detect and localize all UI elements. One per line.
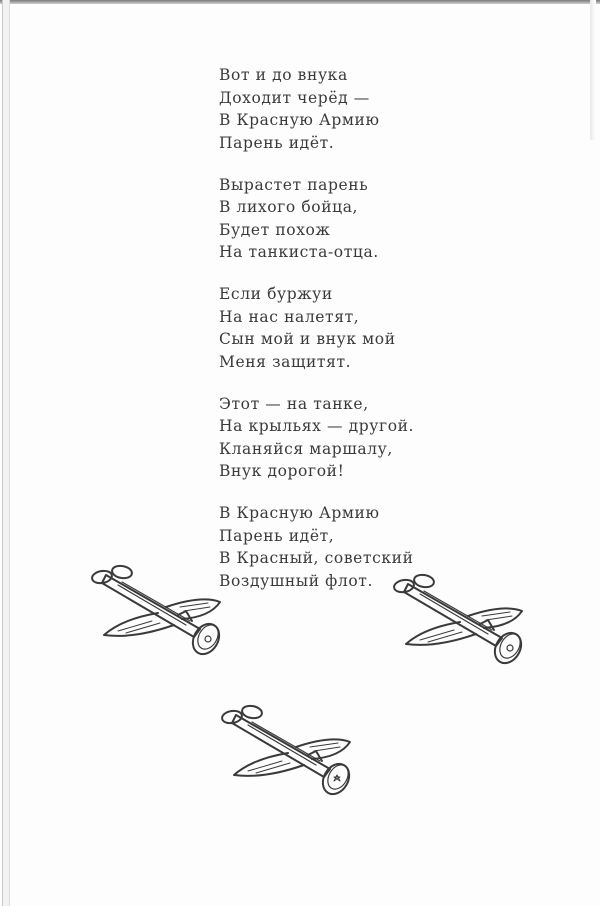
poem-line: Внук дорогой! xyxy=(219,462,345,480)
poem-line: Парень идёт, xyxy=(219,526,335,545)
poem-line: В Красную Армию xyxy=(219,504,380,522)
poem-line: Вот и до внука xyxy=(219,66,348,84)
stanza-2 xyxy=(219,174,414,264)
poem-line: В Красный, советский xyxy=(219,549,414,567)
poem-line: Доходит черёд — xyxy=(219,88,370,107)
airplane-illustration-bottom xyxy=(212,697,362,802)
airplane-icon xyxy=(82,557,232,662)
poem-line: В Красную Армию xyxy=(219,111,380,129)
poem-line: Меня защитят. xyxy=(219,352,352,371)
poem-line: Парень идёт. xyxy=(219,133,335,152)
page-left-edge xyxy=(2,0,10,906)
airplane-illustration-right xyxy=(384,566,534,671)
stanza-1 xyxy=(219,64,414,154)
airplane-illustration-left xyxy=(82,557,232,662)
page-top-edge xyxy=(0,0,600,4)
airplane-icon xyxy=(384,566,534,671)
poem-line: Будет похож xyxy=(219,220,331,239)
poem-line: Этот — на танке, xyxy=(219,394,369,413)
stanza-4 xyxy=(219,393,414,483)
poem-line: Если буржуи xyxy=(219,285,333,303)
poem-line: На крыльях — другой. xyxy=(219,417,415,435)
airplane-icon xyxy=(212,697,362,802)
poem xyxy=(219,64,414,612)
poem-line: На танкиста-отца. xyxy=(219,243,379,261)
poem-line: Сын мой и внук мой xyxy=(219,330,396,348)
poem-line: В лихого бойца, xyxy=(219,198,359,216)
stanza-3 xyxy=(219,283,414,373)
poem-line: Кланяйся маршалу, xyxy=(219,439,393,458)
poem-line: Вырастет парень xyxy=(219,175,369,194)
page-right-edge xyxy=(590,0,596,140)
poem-line: На нас налетят, xyxy=(219,307,360,326)
poem-line: Воздушный флот. xyxy=(219,571,373,590)
